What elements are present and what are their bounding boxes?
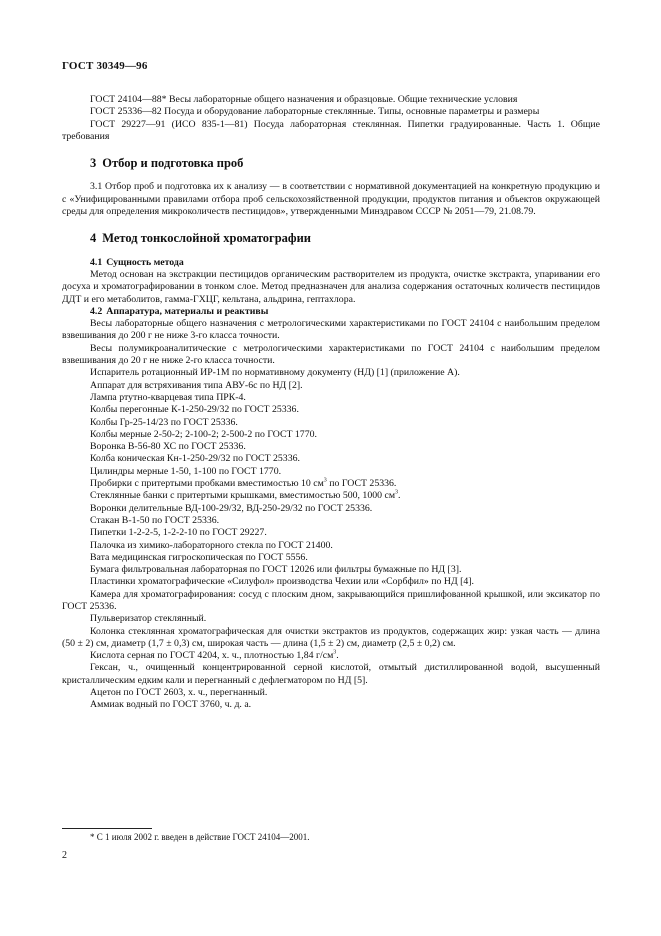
list-item: Аммиак водный по ГОСТ 3760, ч. д. а. [90, 699, 252, 711]
footnote: * С 1 июля 2002 г. введен в действие ГОСТ 24104—2001. [90, 832, 310, 842]
page-header: ГОСТ 30349—96 [62, 60, 148, 72]
reference-item: ГОСТ 24104—88* Весы лабораторные общего назначения и образцовые. Общие технические условия [90, 94, 518, 105]
list-item: Гексан, ч., очищенный концентрированной серной кислотой, отмытый дистиллированной водой, высушенный кристаллическим едким кали и перегнанный с дефлегматором по НД [5]. [62, 662, 600, 686]
list-item: Колба коническая Кн-1-250-29/32 по ГОСТ 25336. [90, 453, 300, 465]
section-title: Метод тонкослойной хроматографии [102, 231, 311, 246]
list-item: Колбы перегонные К-1-250-29/32 по ГОСТ 25336. [90, 404, 299, 416]
list-item: Аппарат для встряхивания типа АВУ-6с по НД [2]. [90, 379, 303, 391]
paragraph: Метод основан на экстракции пестицидов органическим растворителем из продукта, очистке экстракта, упаривании его досуха и хроматографировании в тонком слое. Метод предназначен для анализа содержания остаточных количеств пестицидов ДДТ и его метаболитов, гамма-ГХЦГ, кельтана, альдрина, гептахлора. [62, 268, 600, 305]
subsection-title: Сущность метода [106, 256, 184, 268]
list-item: Кислота серная по ГОСТ 4204, х. ч., плотностью 1,84 $г/см^3$. [90, 649, 339, 662]
subsection-title: Аппаратура, материалы и реактивы [106, 305, 269, 317]
paragraph: 3.1 Отбор проб и подготовка их к анализу — в соответствии с нормативной документацией на конкретную продукцию и с «Унифицированными правилами отбора проб сельскохозяйственной продукции, продуктов питания и объектов окружающей среды для определения микроколичеств пестицидов», утвержденными Минздравом СССР № 2051—79, 21.08.79. [62, 181, 600, 218]
list-item: Палочка из химико-лабораторного стекла по ГОСТ 21400. [90, 539, 333, 551]
list-item: Вата медицинская гигроскопическая по ГОСТ 5556. [90, 551, 308, 563]
section-number: 3 [90, 156, 97, 171]
subsection-number: 4.1 [90, 256, 103, 268]
equipment-list [62, 503, 600, 651]
footnote-divider [62, 828, 152, 829]
list-item: Колбы Гр-25-14/23 по ГОСТ 25336. [90, 416, 238, 428]
list-item: Ацетон по ГОСТ 2603, х. ч., перегнанный. [90, 687, 268, 699]
list-item: Колбы мерные 2-50-2; 2-100-2; 2-500-2 по ГОСТ 1770. [90, 428, 317, 440]
document-body [62, 94, 600, 712]
list-item: Воронки делительные ВД-100-29/32, ВД-250-29/32 по ГОСТ 25336. [90, 502, 373, 514]
reagent-list [62, 662, 600, 711]
list-item: Камера для хроматографирования: сосуд с плоским дном, закрывающийся пришлифованной крышкой, или эксикатор по ГОСТ 25336. [62, 588, 600, 612]
page-number: 2 [62, 850, 67, 861]
section-number: 4 [90, 231, 97, 246]
list-item: Колонка стеклянная хроматографическая для очистки экстрактов из продуктов, содержащих жир: узкая часть — длина (50 ± 2) см, диаметр (1,7 ± 0,3) см, широкая часть — длина (1,5 ± 2) см, диаметр (2,5 ± 0,2) см. [62, 625, 600, 649]
subsection-4-2-heading [62, 306, 600, 318]
subsection-number: 4.2 [90, 305, 103, 317]
list-item: Пробирки с притертыми пробками вместимостью 10 $см^3$ по ГОСТ 25336. [90, 477, 397, 490]
reference-item: ГОСТ 25336—82 Посуда и оборудование лабораторные стеклянные. Типы, основные параметры и размеры [90, 106, 540, 118]
list-item: Лампа ртутно-кварцевая типа ПРК-4. [90, 391, 246, 403]
section-title: Отбор и подготовка проб [102, 156, 244, 171]
equipment-list [62, 318, 600, 478]
list-item: Стеклянные банки с притертыми крышками, вместимостью 500, 1000 $см^3$. [90, 490, 401, 502]
list-item: Стакан В-1-50 по ГОСТ 25336. [90, 514, 220, 526]
list-item: Пластинки хроматографические «Силуфол» производства Чехии или «Сорбфил» по НД [4]. [90, 576, 474, 588]
list-item: Пипетки 1-2-2-5, 1-2-2-10 по ГОСТ 29227. [90, 527, 267, 539]
list-item: Пульверизатор стеклянный. [90, 613, 207, 625]
list-item: Цилиндры мерные 1-50, 1-100 по ГОСТ 1770. [90, 465, 282, 477]
list-item: Воронка В-56-80 ХС по ГОСТ 25336. [90, 441, 246, 453]
section-3-heading [90, 157, 600, 169]
section-4-heading [90, 232, 600, 244]
list-item: Весы полумикроаналитические с метрологическими характеристиками по ГОСТ 24104 с наибольшим пределом взвешивания до 20 г не ниже 2-го класса точности. [62, 342, 600, 367]
subsection-4-1-heading [62, 257, 600, 269]
list-item: Бумага фильтровальная лабораторная по ГОСТ 12026 или фильтры бумажные по НД [3]. [90, 564, 462, 576]
list-item: Весы лабораторные общего назначения с метрологическими характеристиками по ГОСТ 24104 с наибольшим пределом взвешивания до 200 г не ниже 3-го класса точности. [62, 318, 600, 342]
list-item: Испаритель ротационный ИР-1М по нормативному документу (НД) [1] (приложение А). [90, 367, 460, 379]
reference-item: ГОСТ 29227—91 (ИСО 835-1—81) Посуда лабораторная стеклянная. Пипетки градуированные. Часть 1. Общие требования [62, 118, 600, 142]
